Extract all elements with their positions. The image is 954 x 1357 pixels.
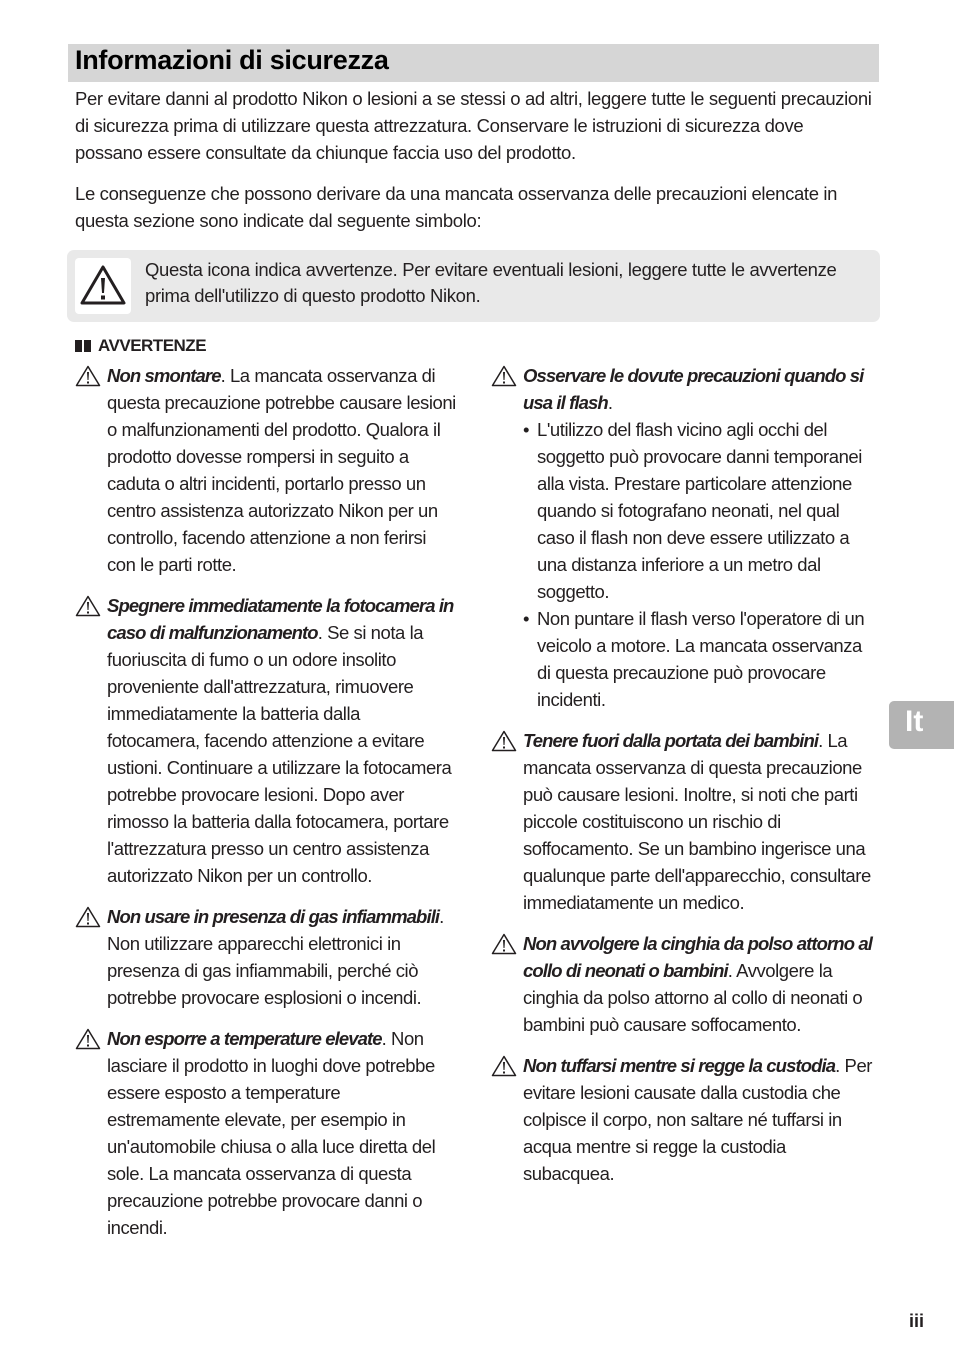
warning-item [75,592,457,889]
list-item: • Non puntare il flash verso l'operatore di un veicolo a motore. La mancata osservanza di questa precauzione può provocare incidenti. [523,605,873,713]
intro-paragraph-2: Le conseguenze che possono derivare da una mancata osservanza delle precauzioni elencate in questa sezione sono indicate dal seguente simbolo: [75,183,838,231]
warning-item [491,930,873,1038]
page-title: Informazioni di sicurezza [75,45,389,75]
warning-body: . Per evitare lesioni causate dalla custodia che colpisce il corpo, non saltare né tuffarsi in acqua mentre si regge la custodia subacquea. [523,1055,872,1184]
warning-icon [75,1028,101,1050]
warning-lead: Tenere fuori dalla portata dei bambini [523,730,819,751]
warning-lead: Non avvolgere la cinghia da polso attorno al collo di neonati o bambini [523,933,872,981]
title-bar [68,44,879,82]
warning-lead: Non smontare [107,365,221,386]
warning-item-flash [491,362,873,713]
warning-item [75,903,457,1011]
warning-triangle-icon [75,258,131,314]
warning-body: . La mancata osservanza di questa precauzione potrebbe causare lesioni o malfunzionamenti del prodotto. Qualora il prodotto dovesse rompersi in seguito a caduta o altri incidenti, portarlo presso un centro assistenza autorizzato Nikon per un controllo, facendo attenzione a non ferirsi con le parti rotte. [107,365,456,575]
warning-body: . Se si nota la fuoriuscita di fumo o un odore insolito proveniente dall'attrezzatura, rimuovere immediatamente la batteria dalla fotocamera, facendo attenzione a evitare ustioni. Continuare a utilizzare la fotocamera potrebbe provocare lesioni. Dopo aver rimosso la batteria dalla fotocamera, portare l'attrezzatura presso un centro assistenza autorizzato Nikon per un controllo. [107,622,452,886]
warning-icon [491,365,517,387]
warning-icon [75,906,101,928]
warning-body: . Non lasciare il prodotto in luoghi dove potrebbe essere esposto a temperature estremamente elevate, per esempio in un'automobile chiusa o alla luce diretta del sole. La mancata osservanza di questa precauzione potrebbe provocare danni o incendi. [107,1028,436,1238]
heading-marker-icon [75,340,82,352]
warning-icon [75,365,101,387]
language-tab-label: It [905,705,924,738]
warning-icon [491,730,517,752]
warning-body: . [607,392,613,413]
section-heading [75,336,206,356]
warning-lead: Non usare in presenza di gas infiammabili [107,906,440,927]
warning-body: . La mancata osservanza di questa precauzione può causare lesioni. Inoltre, si noti che parti piccole costituiscono un rischio di soffocamento. Se un bambino ingerisce una qualunque parte dell'apparecchio, consultare immediatamente un medico. [523,730,871,913]
warning-item [491,727,873,916]
warning-icon [75,595,101,617]
warning-icon [491,933,517,955]
language-tab [889,701,954,749]
heading-marker-icon [84,340,91,352]
warning-lead: Non esporre a temperature elevate [107,1028,382,1049]
section-heading-label: AVVERTENZE [98,336,207,355]
left-column [75,362,457,1255]
warning-lead: Spegnere immediatamente la fotocamera in caso di malfunzionamento [107,595,454,643]
warning-body: . Non utilizzare apparecchi elettronici in presenza di gas infiammabili, perché ciò potrebbe provocare esplosioni o incendi. [107,906,444,1008]
flash-bullet-list [523,416,873,713]
symbol-legend-box [67,250,880,322]
warning-item [491,1052,873,1187]
intro-paragraph-1: Per evitare danni al prodotto Nikon o lesioni a se stessi o ad altri, leggere tutte le seguenti precauzioni di sicurezza prima di utilizzare questa attrezzatura. Conservare le istruzioni di sicurezza dove possano essere consultate da chiunque faccia uso del prodotto. [75,88,872,163]
warning-lead: Osservare le dovute precauzioni quando si usa il flash [523,365,864,413]
warning-icon [491,1055,517,1077]
warning-lead: Non tuffarsi mentre si regge la custodia [523,1055,836,1076]
page-number: iii [908,1311,924,1331]
symbol-legend-text: Questa icona indica avvertenze. Per evitare eventuali lesioni, leggere tutte le avvertenze prima dell'utilizzo di questo prodotto Nikon. [145,259,837,306]
warning-body: . Avvolgere la cinghia da polso attorno al collo di neonati o bambini può causare soffocamento. [523,960,863,1035]
list-item: • L'utilizzo del flash vicino agli occhi del soggetto può provocare danni temporanei alla vista. Prestare particolare attenzione quando si fotografano neonati, nel qual caso il flash non deve essere utilizzato a una distanza inferiore a un metro dal soggetto. [523,416,873,605]
right-column [491,362,873,1201]
warning-item [75,1025,457,1241]
warning-item [75,362,457,578]
